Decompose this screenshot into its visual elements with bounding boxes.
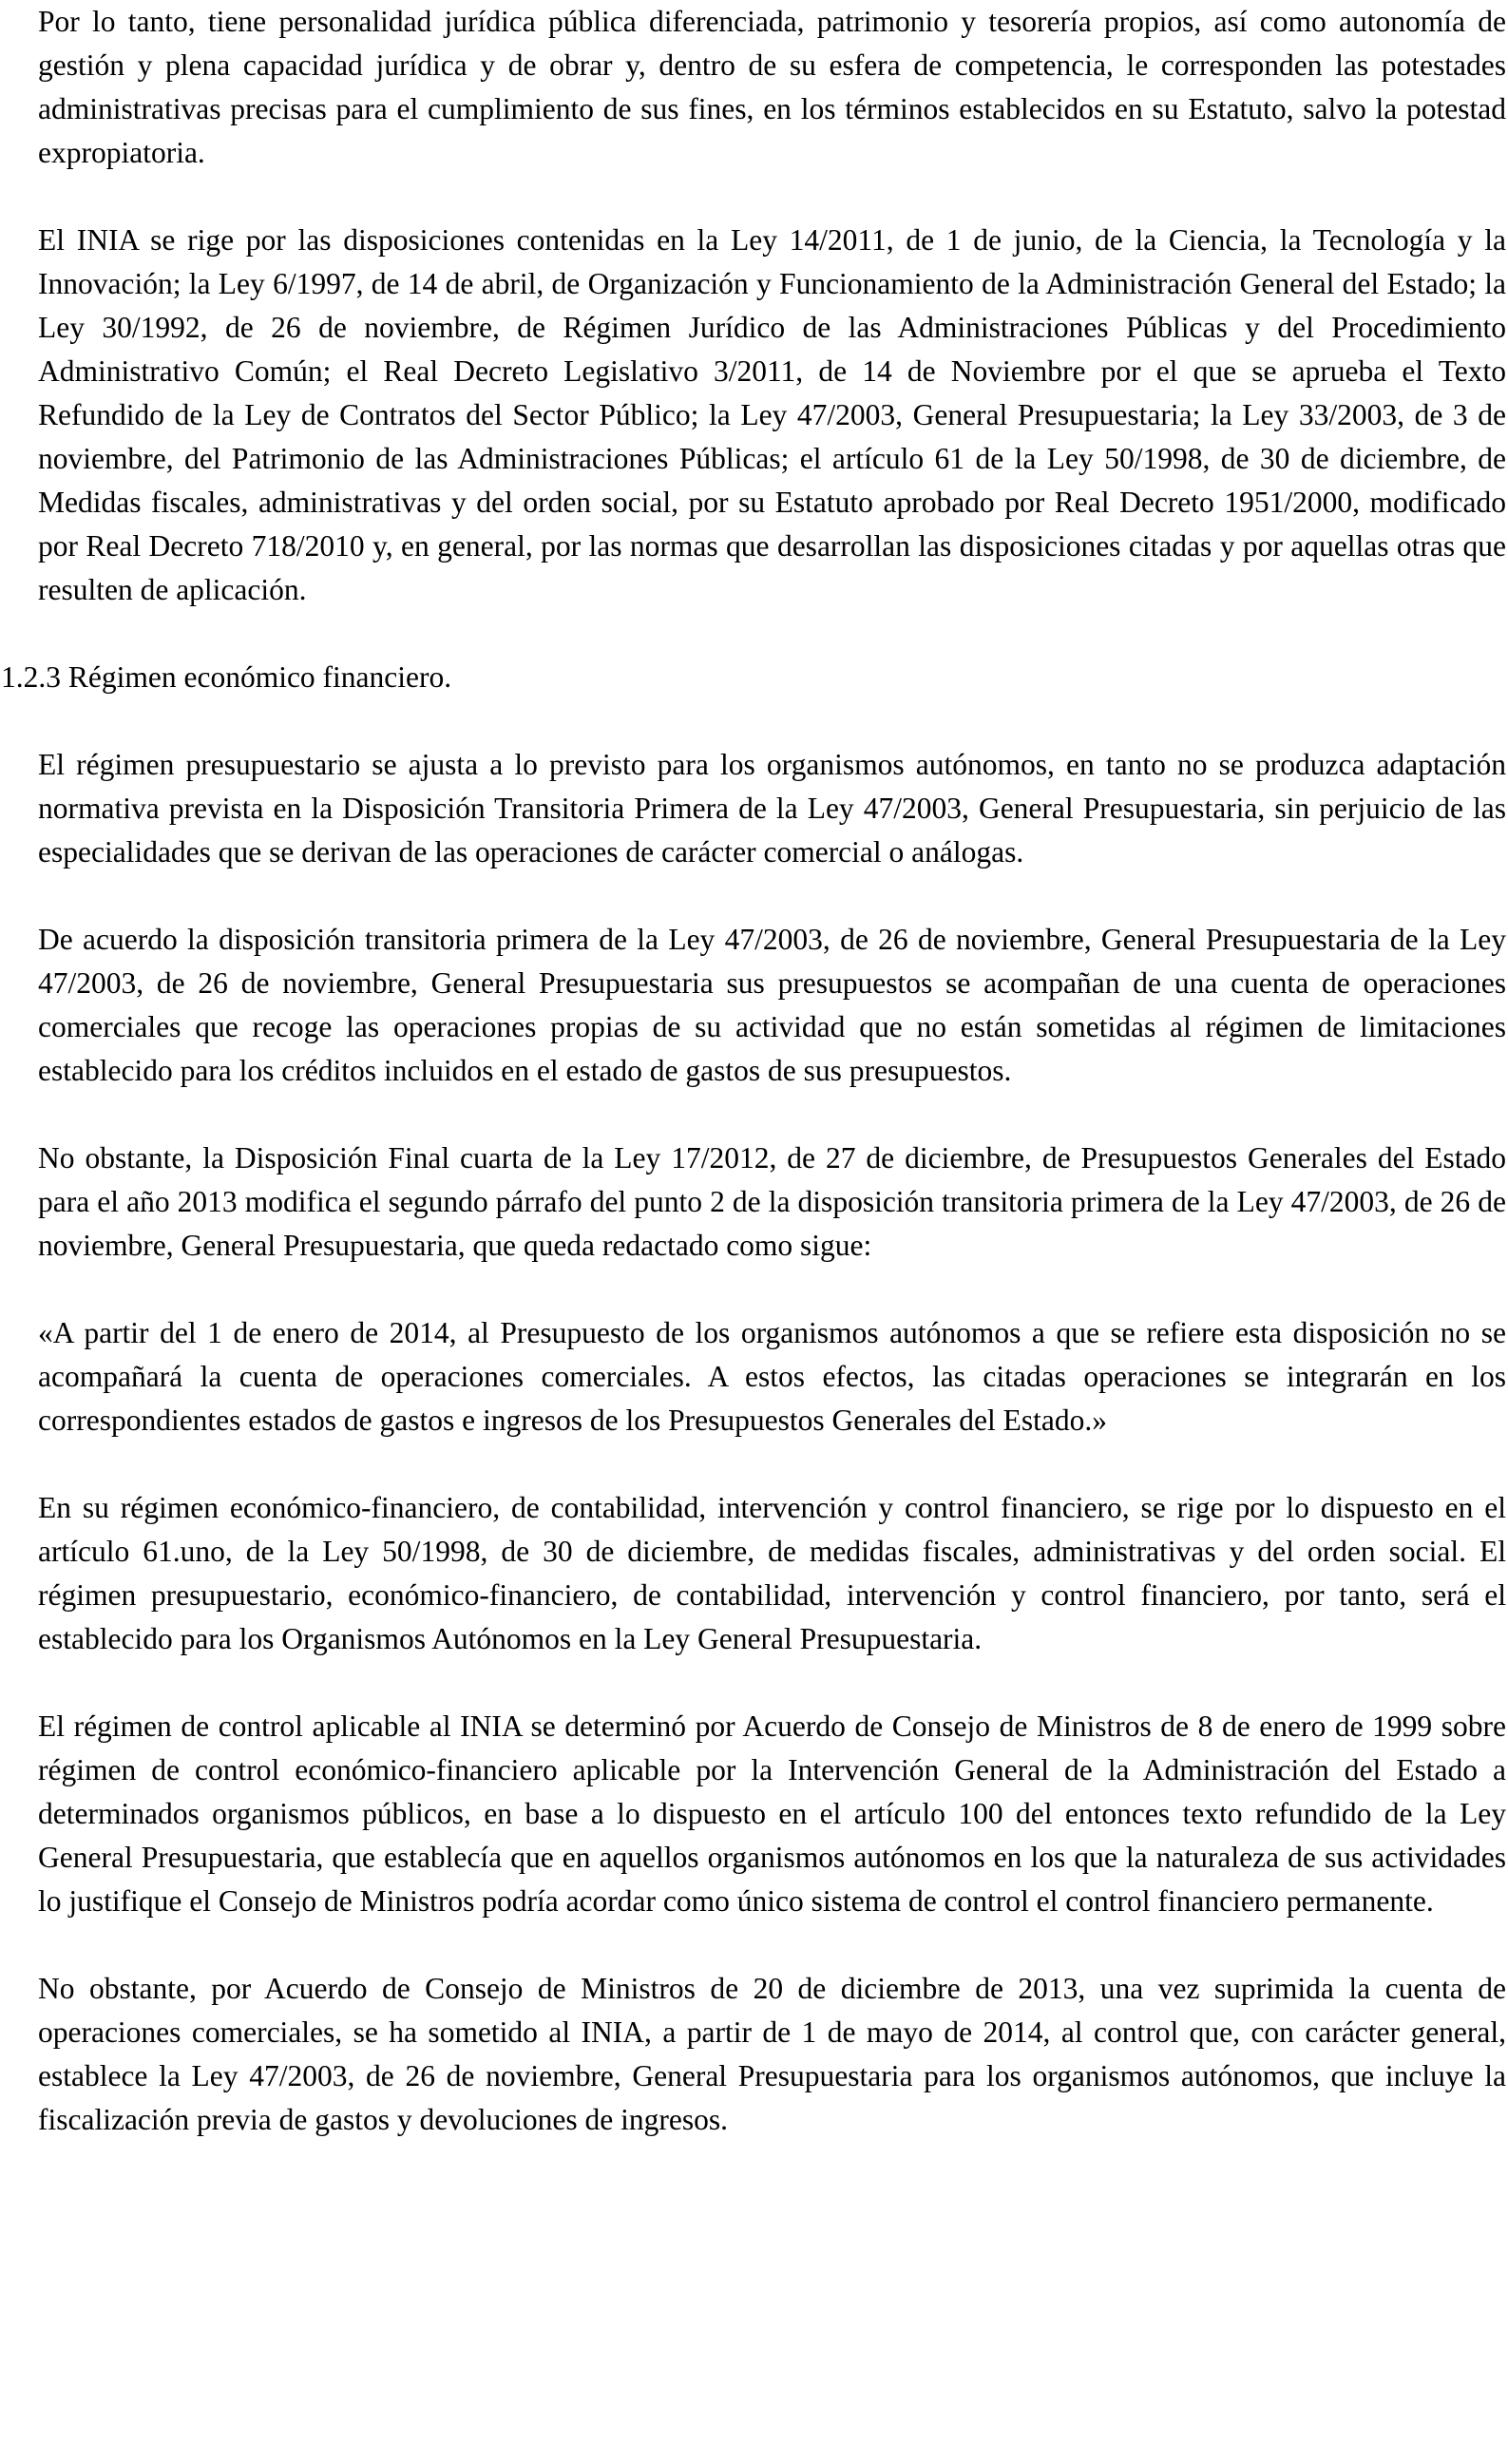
paragraph-spacer [38, 1923, 1506, 1967]
paragraph-personalidad-juridica: Por lo tanto, tiene personalidad jurídica pública diferenciada, patrimonio y tesorería propios, así como autonomía de gestión y plena capacidad jurídica y de obrar y, dentro de su esfera de competencia, le corresponden las potestades administrativas precisas para el cumplimiento de sus fines, en los términos establecidos en su Estatuto, salvo la potestad expropiatoria. [38, 5, 1506, 169]
section-heading: 1.2.3 Régimen económico financiero. [1, 660, 452, 694]
paragraph-disposicion-transitoria: De acuerdo la disposición transitoria primera de la Ley 47/2003, de 26 de noviembre, General Presupuestaria de la Ley 47/2003, de 26 de noviembre, General Presupuestaria sus presupuestos se acompañan de una cuenta de operaciones comerciales que recoge las operaciones propias de su actividad que no están sometidas al régimen de limitaciones establecido para los créditos incluidos en el estado de gastos de sus presupuestos. [38, 923, 1506, 1087]
paragraph-normativa-aplicable: El INIA se rige por las disposiciones contenidas en la Ley 14/2011, de 1 de junio, de la Ciencia, la Tecnología y la Innovación; la Ley 6/1997, de 14 de abril, de Organización y Funcionamiento de la Administración General del Estado; la Ley 30/1992, de 26 de noviembre, de Régimen Jurídico de las Administraciones Públicas y del Procedimiento Administrativo Común; el Real Decreto Legislativo 3/2011, de 14 de Noviembre por el que se aprueba el Texto Refundido de la Ley de Contratos del Sector Público; la Ley 47/2003, General Presupuestaria; la Ley 33/2003, de 3 de noviembre, del Patrimonio de las Administraciones Públicas; el artículo 61 de la Ley 50/1998, de 30 de diciembre, de Medidas fiscales, administrativas y del orden social, por su Estatuto aprobado por Real Decreto 1951/2000, modificado por Real Decreto 718/2010 y, en general, por las normas que desarrollan las disposiciones citadas y por aquellas otras que resulten de aplicación. [38, 223, 1506, 606]
paragraph-spacer [38, 175, 1506, 219]
paragraph-spacer [38, 1093, 1506, 1136]
paragraph-spacer [38, 612, 1506, 656]
paragraph-spacer [38, 699, 1506, 743]
paragraph-spacer [38, 1268, 1506, 1311]
paragraph-acuerdo-2013: No obstante, por Acuerdo de Consejo de Ministros de 20 de diciembre de 2013, una vez suprimida la cuenta de operaciones comerciales, se ha sometido al INIA, a partir de 1 de mayo de 2014, al control que, con carácter general, establece la Ley 47/2003, de 26 de noviembre, General Presupuestaria para los organismos autónomos, que incluye la fiscalización previa de gastos y devoluciones de ingresos. [38, 1972, 1506, 2136]
paragraph-regimen-economico: En su régimen económico-financiero, de contabilidad, intervención y control financiero, se rige por lo dispuesto en el artículo 61.uno, de la Ley 50/1998, de 30 de diciembre, de medidas fiscales, administrativas y del orden social. El régimen presupuestario, económico-financiero, de contabilidad, intervención y control financiero, por tanto, será el establecido para los Organismos Autónomos en la Ley General Presupuestaria. [38, 1491, 1506, 1655]
paragraph-spacer [38, 1442, 1506, 1486]
paragraph-spacer [38, 1661, 1506, 1705]
paragraph-regimen-control: El régimen de control aplicable al INIA se determinó por Acuerdo de Consejo de Ministros de 8 de enero de 1999 sobre régimen de control económico-financiero aplicable por la Intervención General de la Administración del Estado a determinados organismos públicos, en base a lo dispuesto en el artículo 100 del entonces texto refundido de la Ley General Presupuestaria, que establecía que en aquellos organismos autónomos en los que la naturaleza de sus actividades lo justifique el Consejo de Ministros podría acordar como único sistema de control el control financiero permanente. [38, 1710, 1506, 1918]
paragraph-regimen-presupuestario: El régimen presupuestario se ajusta a lo previsto para los organismos autónomos, en tanto no se produzca adaptación normativa prevista en la Disposición Transitoria Primera de la Ley 47/2003, General Presupuestaria, sin perjuicio de las especialidades que se derivan de las operaciones de carácter comercial o análogas. [38, 748, 1506, 869]
paragraph-disposicion-final: No obstante, la Disposición Final cuarta de la Ley 17/2012, de 27 de diciembre, de Presupuestos Generales del Estado para el año 2013 modifica el segundo párrafo del punto 2 de la disposición transitoria primera de la Ley 47/2003, de 26 de noviembre, General Presupuestaria, que queda redactado como sigue: [38, 1141, 1506, 1262]
paragraph-quoted-text: «A partir del 1 de enero de 2014, al Presupuesto de los organismos autónomos a que se refiere esta disposición no se acompañará la cuenta de operaciones comerciales. A estos efectos, las citadas operaciones se integrarán en los correspondientes estados de gastos e ingresos de los Presupuestos Generales del Estado.» [38, 1316, 1506, 1437]
document-page [1, 0, 1506, 2142]
paragraph-spacer [38, 874, 1506, 918]
